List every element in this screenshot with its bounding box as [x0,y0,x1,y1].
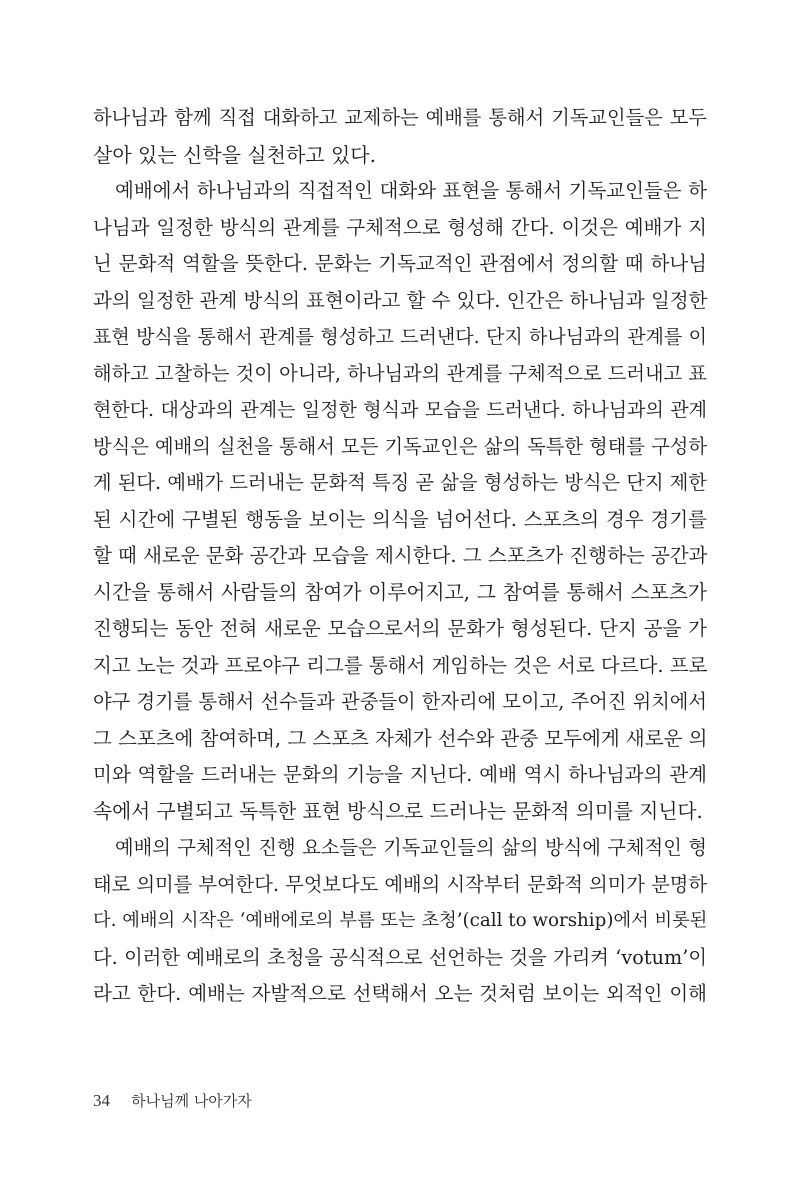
text-line: 그 스포츠에 참여하며, 그 스포츠 자체가 선수와 관중 모두에게 새로운 의 [93,726,708,750]
text-line: 나님과 일정한 방식의 관계를 구체적으로 형성해 간다. 이것은 예배가 지 [93,215,707,239]
text-line: 다. 이러한 예배로의 초청을 공식적으로 선언하는 것을 가리켜 ‘votum’이 [93,945,707,969]
text-line: 예배의 구체적인 진행 요소들은 기독교인들의 삶의 방식에 구체적인 형 [115,836,707,859]
text-line: 다. 예배의 시작은 ‘예배에로의 부름 또는 초청’(call to worship)에서 비롯된 [93,910,708,931]
body-text [93,100,707,1013]
text-line: 예배에서 하나님과의 직접적인 대화와 표현을 통해서 기독교인들은 하 [115,179,707,202]
text-line: 표현 방식을 통해서 관계를 형성하고 드러낸다. 단지 하나님과의 관계를 이 [93,326,707,348]
page-number: 34 [93,1091,110,1110]
text-line: 닌 문화적 역할을 뜻한다. 문화는 기독교적인 관점에서 정의할 때 하나님 [93,252,707,275]
text-line: 라고 한다. 예배는 자발적으로 선택해서 오는 것처럼 보이는 외적인 이해 [93,982,707,1005]
text-line: 태로 의미를 부여한다. 무엇보다도 예배의 시작부터 문화적 의미가 분명하 [93,872,707,896]
text-line: 미와 역할을 드러내는 문화의 기능을 지닌다. 예배 역시 하나님과의 관계 [93,763,707,786]
text-line: 과의 일정한 관계 방식의 표현이라고 할 수 있다. 인간은 하나님과 일정한 [93,288,708,312]
text-line: 된 시간에 구별된 행동을 보이는 의식을 넘어선다. 스포츠의 경우 경기를 [93,507,707,531]
text-line: 해하고 고찰하는 것이 아니라, 하나님과의 관계를 구체적으로 드러내고 표 [93,361,707,385]
text-line: 하나님과 함께 직접 대화하고 교제하는 예배를 통해서 기독교인들은 모두 [93,106,707,129]
text-line: 속에서 구별되고 독특한 표현 방식으로 드러나는 문화적 의미를 지닌다. [93,799,703,823]
text-line: 시간을 통해서 사람들의 참여가 이루어지고, 그 참여를 통해서 스포츠가 [93,580,707,604]
text-line: 현한다. 대상과의 관계는 일정한 형식과 모습을 드러낸다. 하나님과의 관계 [93,399,707,421]
text-line: 진행되는 동안 전혀 새로운 모습으로서의 문화가 형성된다. 단지 공을 가 [93,617,707,640]
text-line: 게 된다. 예배가 드러내는 문화적 특징 곧 삶을 형성하는 방식은 단지 제한 [93,471,707,494]
text-line: 야구 경기를 통해서 선수들과 관중들이 한자리에 모이고, 주어진 위치에서 [93,690,707,713]
text-line: 할 때 새로운 문화 공간과 모습을 제시한다. 그 스포츠가 진행하는 공간과 [93,544,708,567]
page-footer [93,1090,252,1111]
running-title: 하나님께 나아가자 [131,1092,252,1110]
text-line: 지고 노는 것과 프로야구 리그를 통해서 게임하는 것은 서로 다르다. 프로 [93,653,708,677]
text-line: 살아 있는 신학을 실천하고 있다. [93,142,376,167]
text-line: 방식은 예배의 실천을 통해서 모든 기독교인은 삶의 독특한 형태를 구성하 [93,434,707,458]
